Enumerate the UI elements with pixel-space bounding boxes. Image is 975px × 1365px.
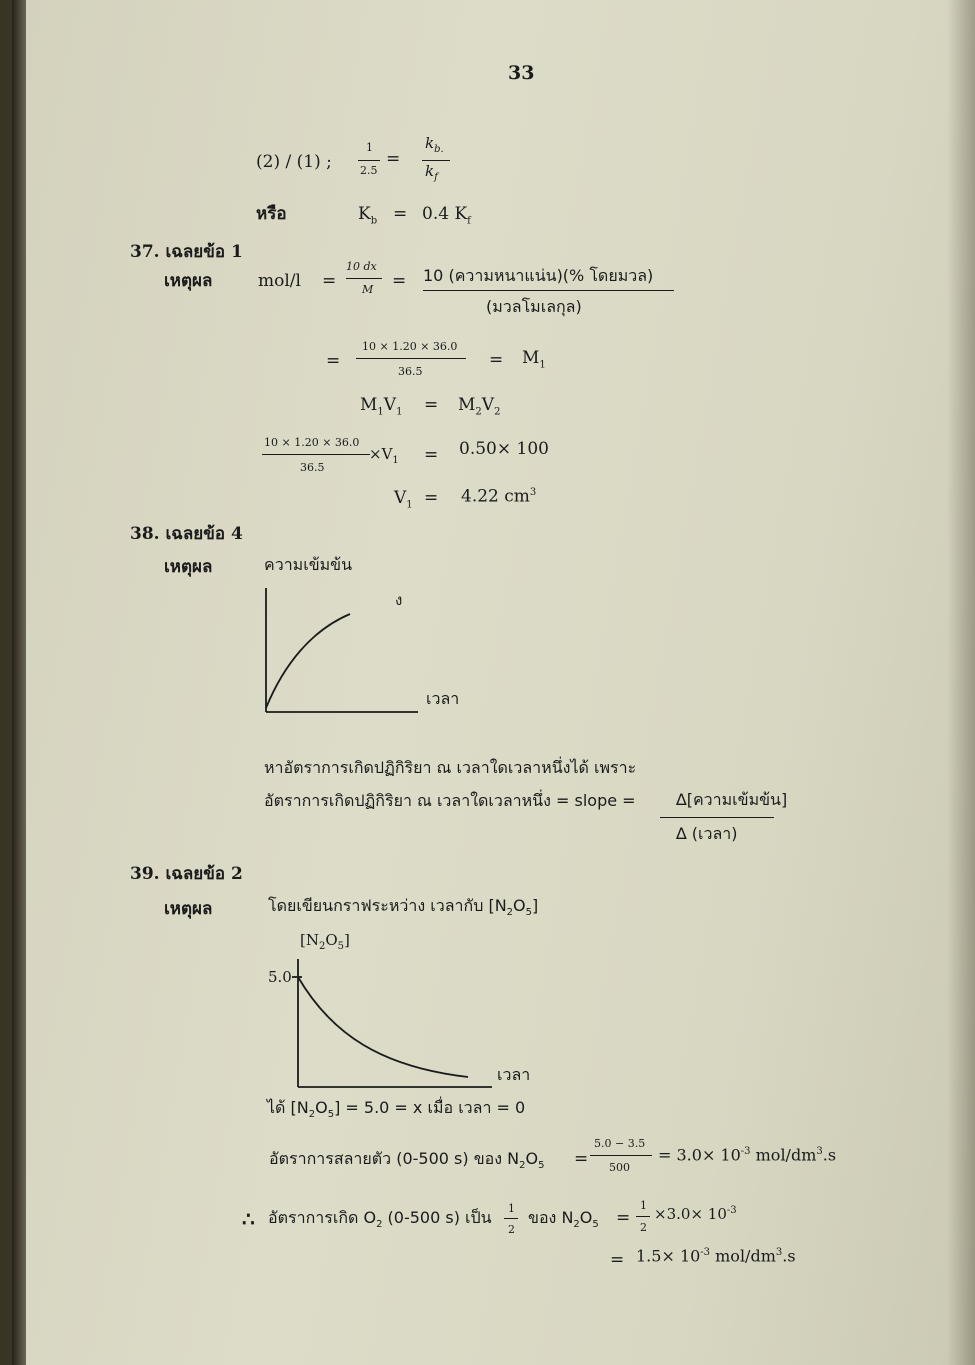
q37-mv-eq: = [424, 395, 439, 415]
q38-line2: อัตราการเกิดปฏิกิริยา ณ เวลาใดเวลาหนึ่ง = slope = [264, 791, 636, 810]
q39-therefore: ∴ [242, 1207, 255, 1231]
q38-graph-ylabel: ความเข้มข้น [264, 555, 353, 574]
q37-mv-lhs: $M_1V_1$ [360, 395, 403, 418]
q38-graph-xlabel: เวลา [426, 689, 460, 708]
q37-m1: $M_1$ [522, 348, 546, 371]
q37-words-fracbar [423, 290, 674, 291]
eq-ratio-label: (2) / (1) ; [256, 152, 332, 172]
q37-rhs-value: 0.50× 100 [459, 439, 549, 459]
book-gutter [12, 0, 26, 1365]
q39-final-value: $1.5\times 10^{-3}$ mol/$dm^3.s$ [636, 1246, 796, 1266]
q38-title: 38. เฉลยข้อ 4 [130, 524, 243, 544]
q37-calc-fracbar [356, 358, 466, 359]
q37-eq3: = [326, 351, 341, 371]
kb-symbol: $k_{b.}$ [425, 134, 444, 155]
q37-title: 37. เฉลยข้อ 1 [130, 242, 243, 262]
q39-o2-of: ของ $N_2O_5$ [528, 1208, 599, 1231]
q37-molL: mol/l [258, 271, 301, 291]
q39-rate-eq: = [574, 1149, 589, 1169]
q39-graph-ylabel: $[N_2O_5]$ [300, 931, 350, 952]
kf-symbol: $k_f$ [425, 162, 438, 183]
page-edge-shadow [947, 0, 975, 1365]
q37-calc-num: 10 × 1.20 × 36.0 [362, 340, 458, 353]
q39-rate-den: 500 [609, 1161, 630, 1174]
q39-half-den: 2 [508, 1223, 515, 1236]
page-number: 33 [508, 62, 535, 84]
eq-ratio-equals: = [386, 149, 401, 169]
book-page [12, 0, 975, 1365]
q39-reason: เหตุผล [164, 899, 213, 919]
q37-v1: $V_1$ [394, 488, 413, 511]
q37-v1-value: 4.22 $cm^3$ [461, 486, 537, 507]
q39-rate-num: 5.0 − 3.5 [594, 1137, 646, 1150]
q39-o2-frac-num: 1 [640, 1199, 647, 1212]
q39-o2-label: อัตราการเกิด $O_2$ (0-500 s) เป็น [268, 1208, 492, 1231]
q39-half-num: 1 [508, 1202, 515, 1215]
q38-line1: หาอัตราการเกิดปฏิกิริยา ณ เวลาใดเวลาหนึ่งได้ เพราะ [264, 758, 637, 777]
q39-curve [298, 977, 468, 1077]
q39-intro: โดยเขียนกราฟระหว่าง เวลากับ $[N_2O_5]$ [268, 896, 539, 919]
q37-calc-den: 36.5 [398, 365, 423, 378]
q39-rate-label: อัตราการสลายตัว (0-500 s) ของ $N_2O_5$ [269, 1149, 545, 1172]
q38-slope-num: ∆[ความเข้มข้น] [676, 790, 788, 809]
q37-eq4: = [489, 350, 504, 370]
q37-dx-num: 10 dx [346, 260, 377, 273]
q37-dx-den: M [362, 283, 374, 296]
eq-k-fracbar [422, 160, 450, 161]
q39-half-fracbar [504, 1218, 518, 1219]
or-word: หรือ [256, 204, 287, 224]
or-equals: = [393, 204, 408, 224]
q37-words-num: 10 (ความหนาแน่น)(% โดยมวล) [423, 266, 654, 285]
q39-o2-times: $\times 3.0\times 10^{-3}$ [654, 1205, 737, 1223]
q37-calc2-num: 10 × 1.20 × 36.0 [264, 436, 360, 449]
q38-slope-fracbar [660, 817, 774, 818]
q39-graph [292, 955, 502, 1091]
q37-calc2-den: 36.5 [300, 461, 325, 474]
q38-slope-den: ∆ (เวลา) [676, 824, 738, 843]
q37-mv-rhs: $M_2V_2$ [458, 395, 501, 418]
q37-eq6: = [424, 488, 439, 508]
kb-lhs: $K_b$ [358, 204, 378, 227]
q37-times-v1: $\times V_1$ [369, 445, 399, 466]
q37-calc2-fracbar [262, 454, 370, 455]
q39-graph-ytick: 5.0 [268, 968, 292, 986]
q39-graph-xlabel: เวลา [497, 1065, 531, 1084]
q37-words-den: (มวลโมเลกุล) [486, 297, 582, 316]
q39-rate-fracbar [590, 1155, 652, 1156]
q38-reason: เหตุผล [164, 557, 213, 577]
q38-curve [266, 614, 350, 708]
eq-ratio-den: 2.5 [360, 164, 378, 177]
q39-o2-eq: = [616, 1208, 631, 1228]
kf-rhs: 0.4 $K_f$ [422, 204, 471, 227]
q39-o2-frac-den: 2 [640, 1221, 647, 1234]
q37-eq2: = [392, 271, 407, 291]
q39-title: 39. เฉลยข้อ 2 [130, 864, 243, 884]
q37-eq5: = [424, 445, 439, 465]
q37-dx-fracbar [346, 278, 382, 279]
q38-graph [262, 584, 422, 716]
q39-rate-result: = $3.0\times 10^{-3}$ mol/$dm^3.s$ [658, 1145, 837, 1165]
q38-stray-mark: ง [395, 591, 403, 609]
q39-final-eq: = [610, 1250, 625, 1270]
q37-eq1: = [322, 271, 337, 291]
eq-ratio-num: 1 [366, 141, 373, 154]
q37-reason: เหตุผล [164, 271, 213, 291]
q39-o2-fracbar [636, 1216, 650, 1217]
eq-ratio-fracbar [358, 160, 380, 161]
q39-result1: ได้ $[N_2O_5] = 5.0 = x$ เมื่อ เวลา = 0 [267, 1098, 526, 1121]
